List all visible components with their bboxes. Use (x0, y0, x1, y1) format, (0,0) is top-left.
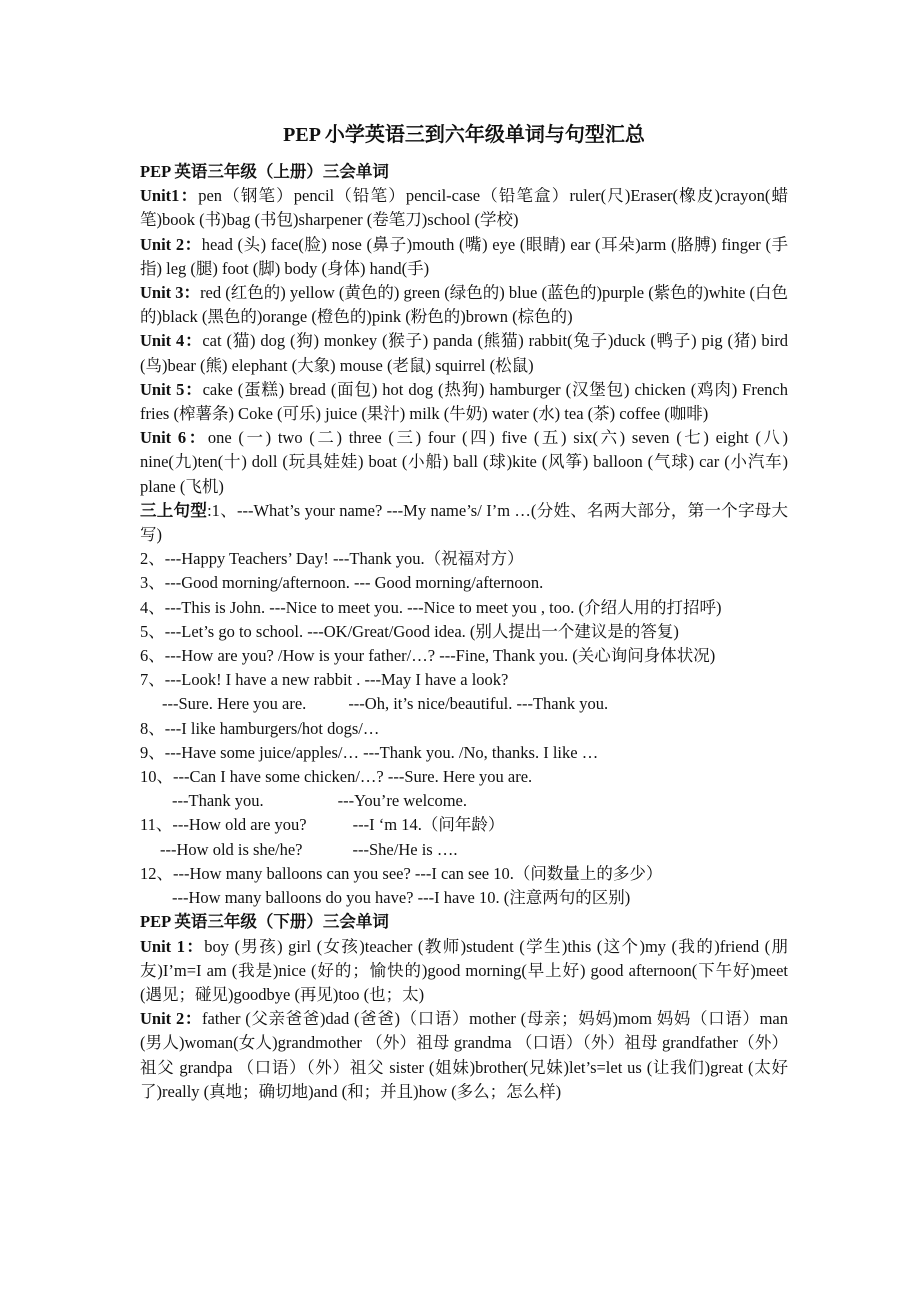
unit-label: Unit 2： (140, 234, 202, 254)
sentence-3: 3、---Good morning/afternoon. --- Good morning/afternoon. (140, 573, 544, 593)
sentence-5: 5、---Let’s go to school. ---OK/Great/Good idea. (别人提出一个建议是的答复) (140, 621, 679, 641)
sentence-9: 9、---Have some juice/apples/… ---Thank you. /No, thanks. I like … (140, 742, 599, 762)
lower-unit-1-paragraph (140, 935, 788, 1008)
unit-label: Unit 3： (140, 283, 201, 303)
sentence-part: ---Oh, it’s nice/beautiful. ---Thank you. (348, 694, 609, 714)
sentence-11 (140, 813, 788, 837)
sentences-label: 三上句型 (140, 500, 208, 520)
section-heading-grade3-upper: PEP 英语三年级（上册）三会单词 (140, 162, 389, 181)
unit-6-paragraph (140, 426, 788, 499)
sentence-part: ---Thank you. (172, 791, 264, 811)
lower-unit-2-paragraph (140, 1007, 788, 1104)
unit-vocabulary: father (父亲爸爸)dad (爸爸)（口语）mother (母亲；妈妈)mom 妈妈（口语）man (男人)woman(女人)grandmother （外）祖母 grandma （口语）（外）祖母 grandfather（外）祖父 grandpa （口语）（外）祖父 sister (姐妹)brother(兄妹)let’s=let us (让我们)great (太好了)really (真地；确切地)and (和；并且)how (多么；怎么样) (140, 1009, 789, 1101)
unit-5-paragraph (140, 378, 788, 426)
unit-label: Unit1： (140, 186, 199, 206)
sentence-part: ---Sure. Here you are. (162, 694, 307, 714)
sentence-10: 10、---Can I have some chicken/…? ---Sure. Here you are. (140, 767, 533, 787)
sentence-part: 11、---How old are you? (140, 815, 307, 835)
unit-vocabulary: pen（钢笔）pencil（铅笔）pencil-case（铅笔盒）ruler(尺)Eraser(橡皮)crayon(蜡笔)book (书)bag (书包)sharpener (卷笔刀)school (学校) (140, 186, 789, 230)
unit-3-paragraph (140, 281, 788, 329)
sentence-part: ---You’re welcome. (337, 791, 468, 811)
sentence-6: 6、---How are you? /How is your father/…? ---Fine, Thank you. (关心询问身体状况) (140, 646, 716, 666)
unit-vocabulary: one (一) two (二) three (三) four (四) five (五) six(六) seven (七) eight (八) nine(九)ten(十) doll (玩具娃娃) boat (小船) ball (球)kite (风筝) balloon (气球) car (小汽车) plane (飞机) (140, 428, 789, 496)
unit-label: Unit 1： (140, 936, 205, 956)
unit-vocabulary: head (头) face(脸) nose (鼻子)mouth (嘴) eye (眼睛) ear (耳朵)arm (胳膊) finger (手指) leg (腿) foot (脚) body (身体) hand(手) (140, 234, 788, 278)
unit-label: Unit 2： (140, 1009, 202, 1029)
section-heading-grade3-lower: PEP 英语三年级（下册）三会单词 (140, 912, 389, 932)
unit-label: Unit 6： (140, 428, 208, 448)
unit-1-paragraph (140, 184, 788, 232)
sentence-part: ---How old is she/he? (160, 839, 303, 859)
sentence-2: 2、---Happy Teachers’ Day! ---Thank you.（祝福对方） (140, 549, 524, 569)
sentence-8: 8、---I like hamburgers/hot dogs/… (140, 718, 380, 738)
sentence-7: 7、---Look! I have a new rabbit . ---May I have a look? (140, 670, 509, 690)
sentence-7-continued (140, 692, 788, 716)
sentence-12: 12、---How many balloons can you see? ---I can see 10.（问数量上的多少） (140, 863, 663, 883)
sentence-12-continued: ---How many balloons do you have? ---I have 10. (注意两句的区别) (172, 888, 631, 908)
sentence-4: 4、---This is John. ---Nice to meet you. ---Nice to meet you , too. (介绍人用的打招呼) (140, 597, 722, 617)
unit-vocabulary: cat (猫) dog (狗) monkey (猴子) panda (熊猫) rabbit(兔子)duck (鸭子) pig (猪) bird (鸟)bear (熊) elephant (大象) mouse (老鼠) squirrel (松鼠) (140, 331, 788, 375)
sentence-10-continued (140, 789, 788, 813)
unit-vocabulary: red (红色的) yellow (黄色的) green (绿色的) blue (蓝色的)purple (紫色的)white (白色的)black (黑色的)orange (橙色的)pink (粉色的)brown (棕色的) (140, 283, 789, 327)
unit-2-paragraph (140, 233, 788, 281)
sentence-text: :1、---What’s your name? ---My name’s/ I’m …(分姓、名两大部分，第一个字母大写) (140, 500, 788, 545)
document-page (140, 118, 788, 1104)
unit-4-paragraph (140, 329, 788, 377)
sentence-11-continued (140, 838, 788, 862)
unit-vocabulary: boy (男孩) girl (女孩)teacher (教师)student (学生)this (这个)my (我的)friend (朋友)I’m=I am (我是)nice (好的；愉快的)good morning(早上好) good afternoon(下午好)meet (遇见；碰见)goodbye (再见)too (也；太) (140, 936, 789, 1004)
page-title: PEP 小学英语三到六年级单词与句型汇总 (283, 124, 645, 146)
unit-label: Unit 4： (140, 331, 203, 351)
sentence-part: ---She/He is …. (352, 839, 458, 859)
sentence-part: ---I ‘m 14.（问年龄） (352, 815, 505, 835)
unit-label: Unit 5： (140, 379, 203, 399)
unit-vocabulary: cake (蛋糕) bread (面包) hot dog (热狗) hamburger (汉堡包) chicken (鸡肉) French fries (榨薯条) Coke (可乐) juice (果汁) milk (牛奶) water (水) tea (茶) coffee (咖啡) (140, 379, 788, 424)
sentence-1 (140, 499, 788, 547)
